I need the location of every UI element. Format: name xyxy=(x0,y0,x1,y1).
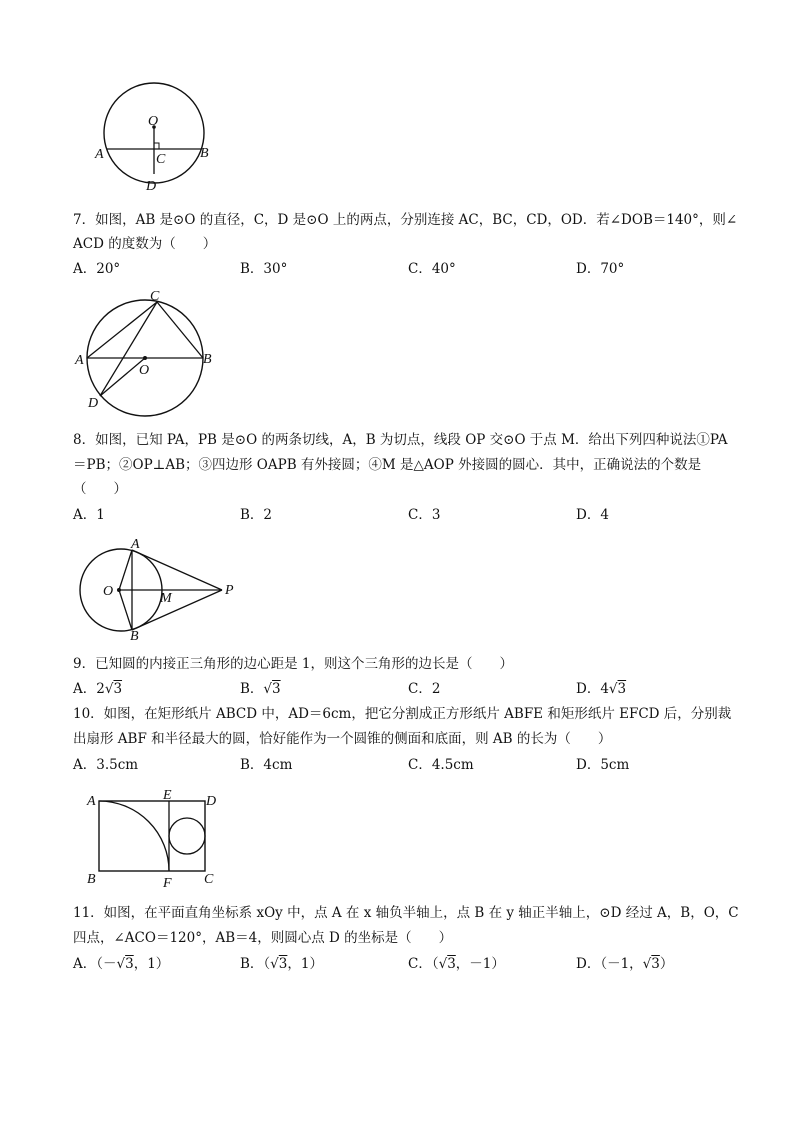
label-c: C xyxy=(150,289,160,304)
label-m: M xyxy=(160,591,172,606)
coordinate-rest: ） xyxy=(659,956,674,972)
label-b: B xyxy=(203,352,212,367)
q11-option-b[interactable] xyxy=(240,954,323,974)
q11-option-d[interactable] xyxy=(576,954,673,974)
label-o: O xyxy=(148,114,159,129)
radicand: 3 xyxy=(447,956,456,972)
option-label: D． xyxy=(576,681,601,697)
q11-option-a[interactable] xyxy=(73,954,169,974)
figure-q10 xyxy=(0,785,794,895)
radicand: 3 xyxy=(113,681,123,697)
label-o: O xyxy=(103,584,114,599)
segment-oa xyxy=(119,550,132,590)
label-d: D xyxy=(88,396,99,411)
q10-option-d[interactable]: D．5cm xyxy=(576,757,630,773)
q9-option-d[interactable] xyxy=(576,679,626,699)
q9-option-c[interactable] xyxy=(408,679,440,699)
segment-cd xyxy=(100,302,157,396)
q8-option-c[interactable]: C．3 xyxy=(408,507,441,523)
tangent-pa xyxy=(132,550,222,590)
coefficient: 2 xyxy=(96,681,105,697)
q8-text-line2: ＝PB；②OP⊥AB；③四边形 OAPB 有外接圆；④M 是△AOP 外接圆的圆心．其中，正确说法的个数是 xyxy=(73,457,702,473)
point-o xyxy=(117,588,121,592)
label-d: D xyxy=(146,179,157,194)
sqrt-sign: √ xyxy=(270,956,279,972)
coordinate-rest: ，1） xyxy=(133,956,170,972)
q10-text-line2: 出扇形 ABF 和半径最大的圆，恰好能作为一个圆锥的侧面和底面，则 AB 的长为（ ） xyxy=(73,731,612,747)
q7-option-a[interactable]: A．20° xyxy=(73,261,121,277)
q7-text-line2: ACD 的度数为（ ） xyxy=(73,236,217,252)
label-d: D xyxy=(206,794,217,809)
sqrt-sign: √ xyxy=(104,681,114,697)
label-a: A xyxy=(95,147,104,162)
label-o: O xyxy=(139,363,150,378)
label-b: B xyxy=(200,146,209,161)
arc-af xyxy=(99,801,169,871)
q9-option-a[interactable] xyxy=(73,679,122,699)
q10-text-line1: 10．如图，在矩形纸片 ABCD 中，AD＝6cm，把它分割成正方形纸片 ABFE 和矩形纸片 EFCD 后，分别裁 xyxy=(73,706,732,722)
option-label: B． xyxy=(240,681,264,697)
segment-ob xyxy=(119,590,132,630)
q8-text-line1: 8．如图，已知 PA，PB 是⊙O 的两条切线，A，B 为切点，线段 OP 交⊙O 于点 M．给出下列四种说法①PA xyxy=(73,432,728,448)
option-label: C．（ xyxy=(408,956,439,972)
q11-option-c[interactable] xyxy=(408,954,505,974)
radicand: 3 xyxy=(125,956,134,972)
q8-option-d[interactable]: D．4 xyxy=(576,507,609,523)
coefficient: 2 xyxy=(431,681,441,697)
q7-option-c[interactable]: C．40° xyxy=(408,261,456,277)
sqrt-sign: √ xyxy=(642,956,652,972)
option-label: A． xyxy=(73,681,97,697)
sqrt-sign: √ xyxy=(608,681,618,697)
radicand: 3 xyxy=(617,681,627,697)
label-a: A xyxy=(75,353,84,368)
q11-text-line2: 四点，∠ACO＝120°，AB＝4，则圆心点 D 的坐标是（ ） xyxy=(73,930,453,946)
label-c: C xyxy=(156,152,166,167)
coordinate-rest: ，－1） xyxy=(455,956,505,972)
q8-option-a[interactable]: A．1 xyxy=(73,507,105,523)
q7-text-line1: 7．如图，AB 是⊙O 的直径，C，D 是⊙O 上的两点，分别连接 AC，BC，CD，OD．若∠DOB＝140°，则∠ xyxy=(73,212,738,228)
label-b: B xyxy=(87,872,96,887)
q9-option-b[interactable] xyxy=(240,679,281,699)
sqrt-sign: √ xyxy=(116,956,126,972)
label-b: B xyxy=(130,629,139,644)
label-a: A xyxy=(131,537,140,552)
option-label: B．（ xyxy=(240,956,271,972)
label-a: A xyxy=(87,794,96,809)
option-label: A．（ xyxy=(73,956,103,972)
q8-option-b[interactable]: B．2 xyxy=(240,507,273,523)
figure-q6 xyxy=(0,0,794,200)
q7-option-b[interactable]: B．30° xyxy=(240,261,288,277)
q11-text-line1: 11．如图，在平面直角坐标系 xOy 中，点 A 在 x 轴负半轴上，点 B 在 y 轴正半轴上，⊙D 经过 A，B，O，C xyxy=(73,905,739,921)
rectangle-abcd xyxy=(99,801,205,871)
q10-option-c[interactable]: C．4.5cm xyxy=(408,757,474,773)
figure-q8 xyxy=(0,535,794,645)
q10-option-b[interactable]: B．4cm xyxy=(240,757,293,773)
label-c: C xyxy=(204,872,214,887)
right-angle-mark xyxy=(154,143,159,149)
label-p: P xyxy=(225,583,234,598)
option-label: C． xyxy=(408,681,432,697)
coordinate-rest: ，1） xyxy=(287,956,323,972)
option-label: D．（－1， xyxy=(576,956,643,972)
tangent-pb xyxy=(132,590,222,630)
label-f: F xyxy=(163,876,172,891)
radicand: 3 xyxy=(278,956,288,972)
point-o xyxy=(143,356,147,360)
radicand: 3 xyxy=(272,681,281,697)
sqrt-sign: √ xyxy=(438,956,448,972)
segment-ac xyxy=(87,302,157,358)
minus-sign: － xyxy=(103,956,117,972)
q7-option-d[interactable]: D．70° xyxy=(576,261,625,277)
inner-circle xyxy=(169,818,205,854)
radicand: 3 xyxy=(651,956,660,972)
q8-text-line3: （ ） xyxy=(73,481,127,497)
q10-option-a[interactable]: A．3.5cm xyxy=(73,757,139,773)
label-e: E xyxy=(163,788,172,803)
sqrt-sign: √ xyxy=(263,681,273,697)
q9-text-line1: 9．已知圆的内接正三角形的边心距是 1，则这个三角形的边长是（ ） xyxy=(73,656,513,672)
coefficient: 4 xyxy=(600,681,609,697)
figure-q7 xyxy=(0,280,794,420)
